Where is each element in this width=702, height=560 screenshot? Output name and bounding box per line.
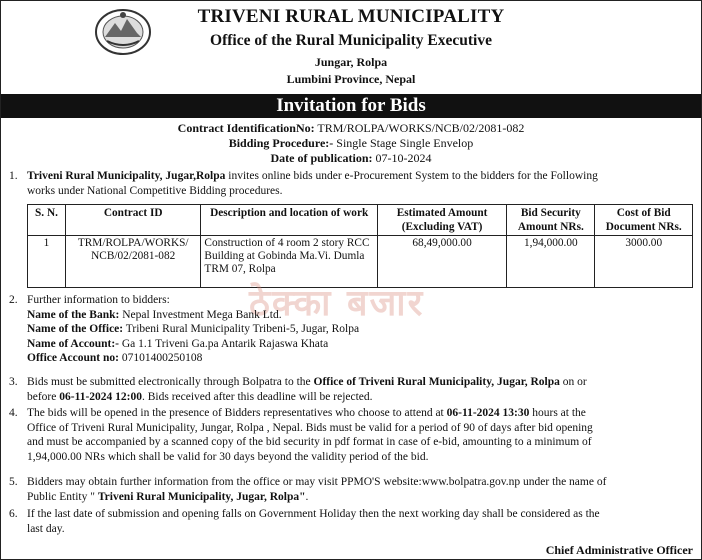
contract-id-value: TRM/ROLPA/WORKS/NCB/02/2081-082: [314, 121, 525, 135]
table-header-row: [28, 205, 693, 236]
para3-text-a: Bids must be submitted electronically through Bolpatra to the: [27, 376, 314, 388]
contract-id-label: Contract IdentificationNo:: [177, 121, 315, 135]
cell-cost: 3000.00: [595, 236, 693, 288]
address-line-1: Jungar, Rolpa: [314, 55, 388, 69]
bank-value: Nepal Investment Mega Bank Ltd.: [119, 308, 282, 321]
para4-line-4: 1,94,000.00 NRs which shall be valid for 30 days beyond the validity period of the bid.: [27, 450, 429, 463]
para3-office-name: Office of Triveni Rural Municipality, Jugar, Rolpa: [313, 376, 560, 388]
para3-text-b: on or: [559, 376, 587, 388]
page-title: Invitation for Bids: [1, 94, 701, 118]
paragraph-5: [9, 475, 693, 504]
item-number: 1.: [9, 170, 18, 182]
account-value: Ga 1.1 Triveni Ga.pa Antarik Rajaswa Khata: [118, 337, 329, 350]
col-header-estimated: Estimated Amount (Excluding VAT): [377, 205, 506, 236]
cell-sn: 1: [28, 236, 66, 288]
para1-text-b: works under National Competitive Bidding procedures.: [27, 184, 283, 197]
address-line-2: Lumbini Province, Nepal: [286, 72, 416, 86]
para4-text-b: hours at the: [529, 407, 586, 419]
office-title: Office of the Rural Municipality Executive: [210, 32, 492, 49]
paragraph-1: [9, 169, 693, 198]
paragraph-2: [9, 293, 693, 366]
para4-line-3: and must be accompanied by a scanned copy of the bid security in pdf format in case of e-bid, amounting to a minimum of: [27, 436, 592, 448]
procedure-label: Bidding Procedure:-: [228, 136, 334, 150]
paragraph-6: [9, 507, 693, 536]
further-info-intro: Further information to bidders:: [27, 294, 170, 306]
item-number: 3.: [9, 376, 18, 388]
bank-label: Name of the Bank:: [27, 308, 120, 321]
para5-text-a: Public Entity ": [27, 490, 98, 503]
procedure-value: Single Stage Single Envelop: [333, 136, 474, 150]
para1-text-a: invites online bids under e-Procurement System to the bidders for the Following: [225, 170, 598, 182]
item-number: 6.: [9, 508, 18, 520]
publication-date-line: [1, 151, 701, 166]
para6-line-2: last day.: [27, 522, 65, 535]
office-label: Name of the Office:: [27, 323, 124, 335]
para6-line-1: If the last date of submission and opening falls on Government Holiday then the next working day shall be considered as the: [27, 508, 600, 520]
submission-deadline: 06-11-2024 12:00: [59, 390, 142, 403]
item-number: 2.: [9, 294, 18, 306]
office-value: Tribeni Rural Municipality Tribeni-5, Jugar, Rolpa: [123, 323, 360, 335]
opening-time: 06-11-2024 13:30: [446, 407, 530, 419]
account-label: Name of Account:-: [27, 337, 119, 350]
watermark: ठेक्का बजार: [249, 283, 425, 324]
para5-text-b: .: [305, 490, 309, 503]
item-number: 5.: [9, 476, 18, 488]
bidding-procedure-line: [1, 136, 701, 151]
cell-security: 1,94,000.00: [507, 236, 595, 288]
para5-line-1: Bidders may obtain further information from the office or may visit PPMO'S website:www.bolpatra.gov.np under the name of: [27, 476, 607, 488]
col-header-security: Bid Security Amount NRs.: [507, 205, 595, 236]
para4-text-a: The bids will be opened in the presence of Bidders representatives who choose to attend at: [27, 407, 447, 419]
signature: Chief Administrative Officer: [545, 543, 693, 557]
cell-contract-id: TRM/ROLPA/WORKS/ NCB/02/2081-082: [65, 236, 200, 288]
item-number: 4.: [9, 407, 18, 419]
account-no-value: 07101400250108: [118, 352, 203, 364]
header: [1, 1, 701, 93]
para4-line-2: Office of Triveni Rural Municipality, Jungar, Rolpa , Nepal. Bids must be valid for a period of 90 of days after bid opening: [27, 421, 593, 434]
cell-description: Construction of 4 room 2 story RCC Building at Gobinda Ma.Vi. Dumla TRM 07, Rolpa: [201, 236, 378, 288]
municipality-title: TRIVENI RURAL MUNICIPALITY: [197, 6, 505, 27]
paragraph-4: [9, 406, 693, 464]
col-header-description: Description and location of work: [201, 205, 378, 236]
date-label: Date of publication:: [270, 151, 373, 165]
col-header-contract-id: Contract ID: [65, 205, 200, 236]
para3-text-d: . Bids received after this deadline will be rejected.: [141, 390, 373, 403]
account-no-label: Office Account no:: [27, 352, 119, 364]
public-entity-name: Triveni Rural Municipality, Jugar, Rolpa": [97, 490, 306, 503]
municipality-name: Triveni Rural Municipality, Jugar,Rolpa: [27, 170, 226, 182]
date-value: 07-10-2024: [372, 151, 432, 165]
paragraph-3: [9, 375, 693, 404]
cell-estimated: 68,49,000.00: [377, 236, 506, 288]
col-header-cost: Cost of Bid Document NRs.: [595, 205, 693, 236]
col-header-sn: S. N.: [28, 205, 66, 236]
contract-id-line: [1, 121, 701, 136]
para3-text-c: before: [27, 390, 60, 403]
bid-table: [27, 204, 693, 288]
